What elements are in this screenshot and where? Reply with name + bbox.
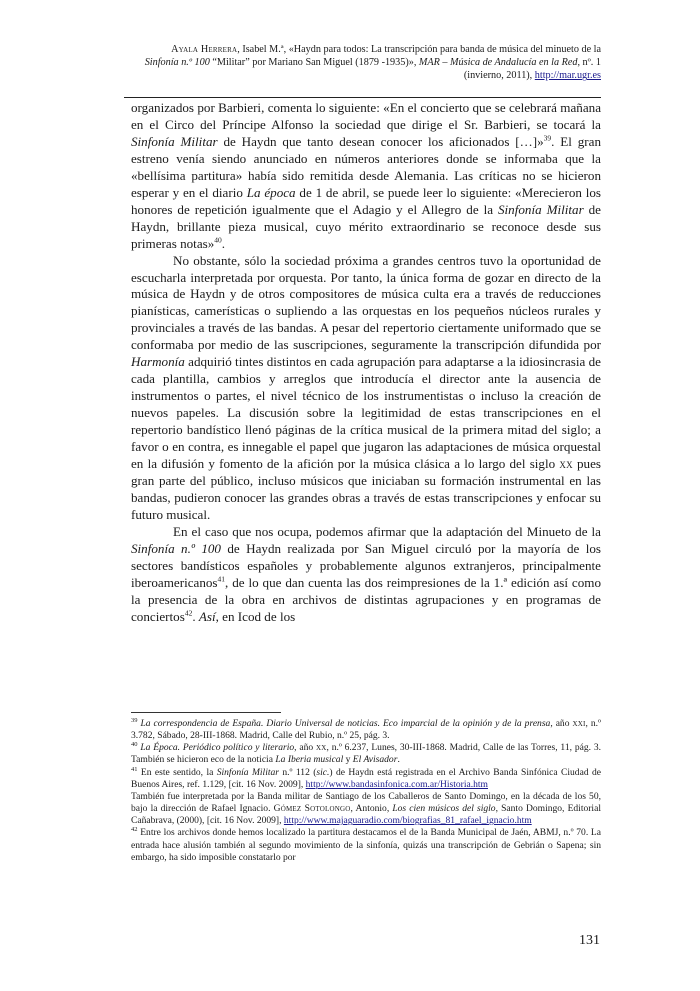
header-journal-link[interactable]: http://mar.ugr.es	[534, 70, 601, 82]
footnote-ref-41[interactable]: 41	[217, 574, 226, 584]
footnote-ref-42[interactable]: 42	[184, 608, 193, 618]
header-citation-b: “Militar” por Mariano San Miguel (1879 -1935)»,	[209, 57, 419, 69]
footnote-39: $^{39}$ La correspondencia de España. Diario Universal de noticias. Eco imparcial de la opinión y de la prensa, año xxi, n.º 3.782, Sábado, 28-III-1868. Madrid, Calle del Rubio, n.º 25, pág. 3.	[131, 716, 601, 742]
body-text	[131, 100, 601, 626]
footnote-41-continued: También fue interpretada por la Banda militar de Santiago de los Caballeros de Santo Domingo, en la década de los 50, bajo la dirección de Rafael Ignacio. Gómez Sotolongo, Antonio, Los cien músicos del siglo, Santo Domingo, Editorial Cañabrava, (2000), [cit. 16 Nov. 2009], http://www.majaguaradio.com/biografias_81_rafael_ignacio.htm	[131, 790, 601, 827]
footnote-41-link[interactable]: http://www.bandasinfonica.com.ar/Historia.htm	[305, 778, 488, 790]
header-citation-a: , Isabel M.ª, «Haydn para todos: La transcripción para banda de música del minueto de la	[237, 44, 601, 55]
footnote-42: $^{42}$ Entre los archivos donde hemos localizado la partitura destacamos el de la Banda Municipal de Jaén, ABMJ, n.º 70. La entrada hace alusión también al segundo movimiento de la sinfonía, quizás una transcripción de Gebrián o Sapena; sin embargo, ha sido imposible constatarlo por	[131, 826, 601, 863]
paragraph-3: En el caso que nos ocupa, podemos afirmar que la adaptación del Minueto de la Sinfonía n.º 100 de Haydn realizada por San Miguel circuló por la mayoría de los sectores bandísticos españoles y probablemente algunos extranjeros, principalmente iberoamericanos$^{41}$, de lo que dan cuenta las dos reimpresiones de la 1.ª edición así como la presencia de la obra en archivos de distintas agrupaciones y en programas de conciertos$^{42}$. Así, en Icod de los	[131, 523, 601, 624]
header-symphony-title: Sinfonía n.º 100	[144, 57, 210, 69]
paragraph-2: No obstante, sólo la sociedad próxima a grandes centros tuvo la oportunidad de escucharla interpretada por orquesta. Por tanto, la única forma de gozar en directo de la música de Haydn y de otros compositores de música culta era a través de reducciones pianísticas, camerísticas o supliendo a las orquestas en los pequeños núcleos rurales y provinciales a través de las bandas. A pesar del repertorio ciertamente uniformado que se conformaba por medio de las suscripciones, seguramente la transcripción difundida por Harmonía adquirió tintes distintos en cada agrupación para adaptarse a la idiosincrasia de cada plantilla, cambios y arreglos que introducía el director ante la ausencia de instrumentos o partes, el nivel técnico de los instrumentistas o incluso la creación de nuevos papeles. La discusión sobre la legitimidad de estas transcripciones en el repertorio bandístico llenó páginas de la crítica musical de la primera mitad del siglo; a favor o en contra, es innegable el papel que jugaron las adaptaciones de música orquestal en la difusión y fomento de la afición por la música clásica a lo largo del siglo xx pues gran parte del público, incluso músicos que iniciaban su formación instrumental en las bandas, pudieron conocer las grandes obras a través de estas transcripciones y enfocar su futuro musical.	[131, 252, 602, 522]
paragraph-1: organizados por Barbieri, comenta lo siguiente: «En el concierto que se celebrará mañana en el Circo del Príncipe Alfonso la sociedad que dirige el Sr. Barbieri, se tocará la Sinfonía Militar de Haydn que tanto desean conocer los aficionados […]»$^{39}$. El gran estreno venía siendo anunciado en números anteriores donde se informaba que la «bellísima partitura» había sido remitida desde Alemania. Las críticas no se hicieron esperar y en el diario La época de 1 de abril, se puede leer lo siguiente: «Merecieron los honores de repetición igualmente que el Adagio y el Allegro de la Sinfonía Militar de Haydn, brillante pieza musical, cuyo mérito extraordinario se reconoce desde sus primeras notas»$^{40}$.	[131, 100, 601, 251]
running-header	[136, 43, 601, 83]
footnotes	[131, 718, 601, 864]
header-divider	[124, 97, 601, 98]
footnote-ref-40[interactable]: 40	[214, 235, 222, 245]
page-number: 131	[579, 933, 600, 948]
footnote-divider	[131, 712, 281, 713]
header-journal: MAR – Música de Andalucía en la Red	[418, 57, 578, 69]
header-citation-c: , nº. 1 (invierno, 2011),	[463, 57, 601, 82]
footnote-ref-39[interactable]: 39	[543, 133, 552, 143]
footnote-41: $^{41}$ En este sentido, la Sinfonía Militar n.º 112 (sic.) de Haydn está registrada en el Archivo Banda Sinfónica Ciudad de Buenos Aires, ref. 1.129, [cit. 16 Nov. 2009], http://www.bandasinfonica.com.ar/Historia.htm	[131, 765, 601, 790]
footnote-40: $^{40}$ La Época. Periódico político y literario, año xx, n.º 6.237, Lunes, 30-III-1868. Madrid, Calle de las Torres, 11, pág. 3. También se hicieron eco de la noticia La Iberia musical y El Avisador.	[131, 741, 601, 766]
footnote-41b-link[interactable]: http://www.majaguaradio.com/biografias_81_rafael_ignacio.htm	[283, 815, 532, 827]
header-author: Ayala Herrera	[171, 44, 238, 55]
